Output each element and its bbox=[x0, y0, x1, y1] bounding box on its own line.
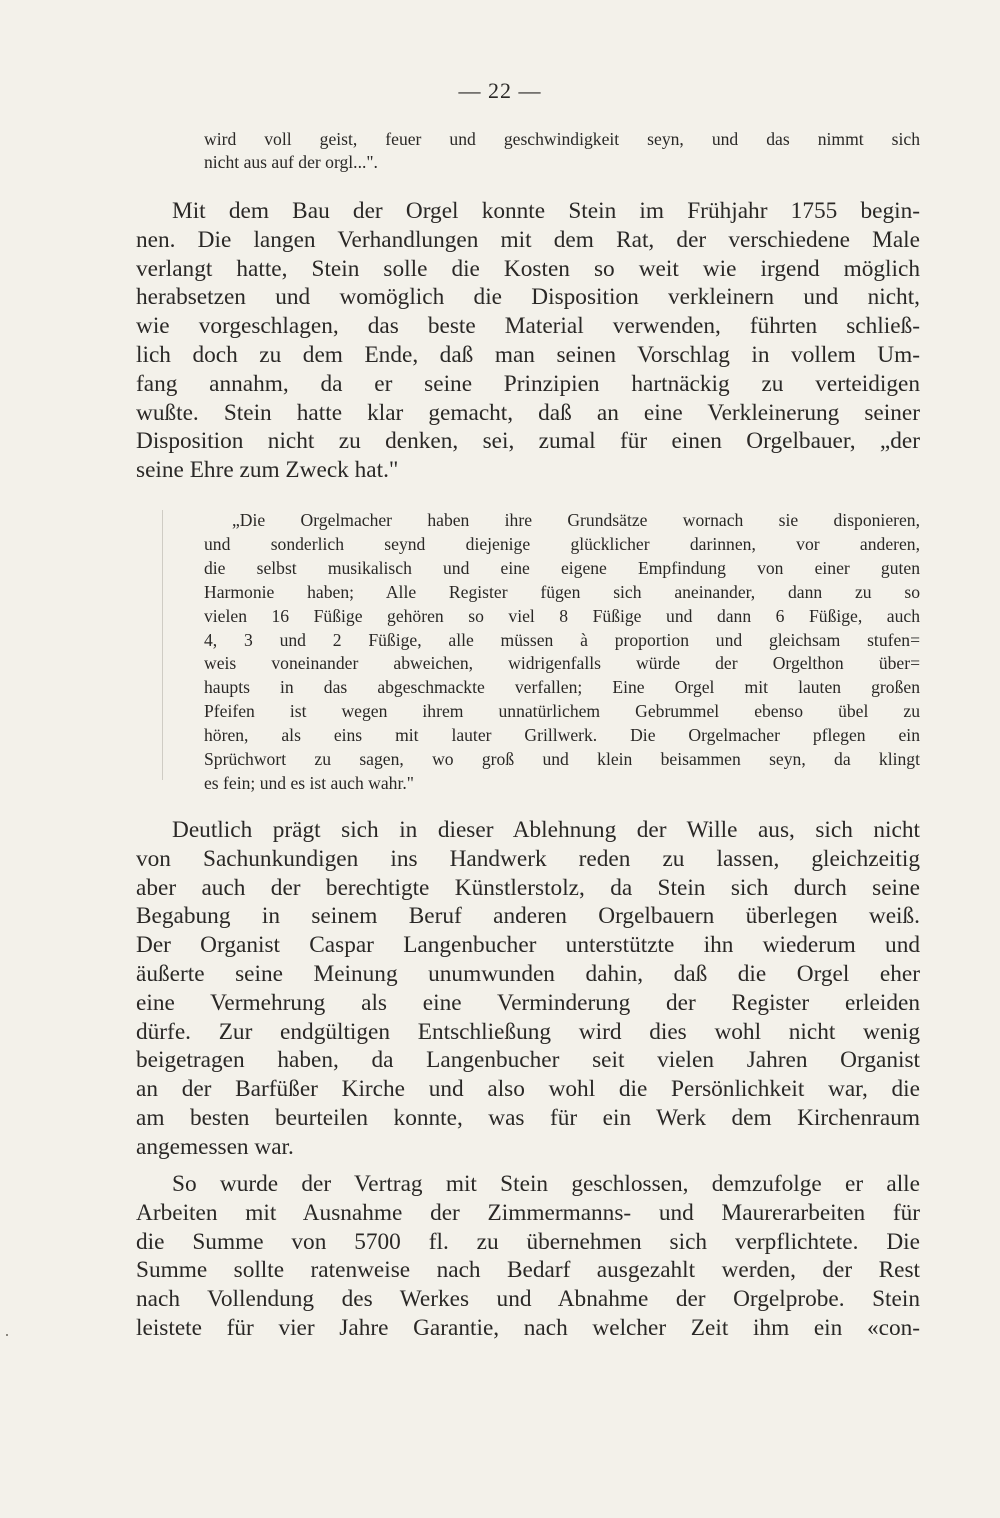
quote-line: und sonderlich seynd diejenige glücklicher darinnen, vor anderen, bbox=[204, 533, 920, 554]
paragraph-line: fang annahm, da er seine Prinzipien hartnäckig zu verteidigen bbox=[136, 370, 920, 397]
quote-line: es fein; und es ist auch wahr." bbox=[204, 772, 414, 793]
paragraph-line: So wurde der Vertrag mit Stein geschlossen, demzufolge er alle bbox=[172, 1171, 920, 1197]
paragraph-line: beigetragen haben, da Langenbucher seit vielen Jahren Organist bbox=[136, 1047, 920, 1074]
paragraph-line: nen. Die langen Verhandlungen mit dem Rat, der verschiedene Male bbox=[136, 226, 920, 253]
quote-line: die selbst musikalisch und eine eigene Empfindung von einer guten bbox=[204, 557, 920, 578]
paragraph-line: Summe sollte ratenweise nach Bedarf ausgezahlt werden, der Rest bbox=[136, 1257, 920, 1284]
paragraph-line: wie vorgeschlagen, das beste Material verwenden, führten schließ- bbox=[136, 313, 920, 340]
paragraph-line: äußerte seine Meinung unumwunden dahin, daß die Orgel eher bbox=[136, 960, 920, 987]
quote-line: 4, 3 und 2 Füßige, alle müssen à proportion und gleichsam stufen= bbox=[204, 629, 920, 650]
scan-speck bbox=[6, 1334, 8, 1336]
paragraph-line: die Summe von 5700 fl. zu übernehmen sich verpflichtete. Die bbox=[136, 1228, 920, 1255]
quote-line: Pfeifen ist wegen ihrem unnatürlichem Gebrummel ebenso übel zu bbox=[204, 701, 920, 722]
paragraph-construction-start bbox=[136, 197, 920, 485]
quote-line: „Die Orgelmacher haben ihre Grundsätze wornach sie disponieren, bbox=[232, 510, 920, 530]
paragraph-line: eine Vermehrung als eine Verminderung der Register erleiden bbox=[136, 989, 920, 1016]
quote-continuation-line: wird voll geist, feuer und geschwindigkeit seyn, und das nimmt sich bbox=[204, 129, 920, 149]
quote-line: vielen 16 Füßige gehören so viel 8 Füßige und dann 6 Füßige, auch bbox=[204, 605, 920, 626]
paragraph-line: am besten beurteilen konnte, was für ein Werk dem Kirchenraum bbox=[136, 1104, 920, 1131]
paragraph-line: lich doch zu dem Ende, daß man seinen Vorschlag in vollem Um- bbox=[136, 341, 920, 368]
quote-continuation-line: nicht aus auf der orgl...". bbox=[204, 152, 378, 172]
quote-continuation bbox=[204, 128, 920, 174]
block-quote bbox=[204, 509, 920, 796]
paragraph-line: Der Organist Caspar Langenbucher unterstützte ihn wiederum und bbox=[136, 932, 920, 959]
paragraph-line: aber auch der berechtigte Künstlerstolz, da Stein sich durch seine bbox=[136, 874, 920, 901]
paragraph-line: Mit dem Bau der Orgel konnte Stein im Frühjahr 1755 begin- bbox=[172, 198, 920, 224]
quote-line: hören, als eins mit lauter Grillwerk. Die Orgelmacher pflegen ein bbox=[204, 725, 920, 746]
page-number: — 22 — bbox=[458, 78, 542, 103]
paragraph-line: von Sachunkundigen ins Handwerk reden zu lassen, gleichzeitig bbox=[136, 845, 920, 872]
paragraph-line: Deutlich prägt sich in dieser Ablehnung der Wille aus, sich nicht bbox=[172, 817, 920, 843]
quote-line: haupts in das abgeschmackte verfallen; Eine Orgel mit lauten großen bbox=[204, 677, 920, 698]
paragraph-line: an der Barfüßer Kirche und also wohl die Persönlichkeit war, die bbox=[136, 1076, 920, 1103]
paragraph-line: verlangt hatte, Stein solle die Kosten so weit wie irgend möglich bbox=[136, 255, 920, 282]
quote-line: weis voneinander abweichen, widrigenfalls würde der Orgelthon über= bbox=[204, 653, 920, 674]
paragraph-rejection bbox=[136, 816, 920, 1162]
paragraph-line: angemessen war. bbox=[136, 1133, 294, 1160]
paragraph-line: nach Vollendung des Werkes und Abnahme der Orgelprobe. Stein bbox=[136, 1286, 920, 1313]
paragraph-line: Disposition nicht zu denken, sei, zumal für einen Orgelbauer, „der bbox=[136, 428, 920, 455]
paragraph-line: herabsetzen und womöglich die Disposition verkleinern und nicht, bbox=[136, 284, 920, 311]
margin-mark bbox=[162, 510, 163, 780]
quote-line: Sprüchwort zu sagen, wo groß und klein beisammen seyn, da klingt bbox=[204, 749, 920, 770]
paragraph-line: Begabung in seinem Beruf anderen Orgelbauern überlegen weiß. bbox=[136, 903, 920, 930]
paragraph-line: leistete für vier Jahre Garantie, nach welcher Zeit ihm ein «con- bbox=[136, 1314, 920, 1341]
paragraph-line: wußte. Stein hatte klar gemacht, daß an eine Verkleinerung seiner bbox=[136, 399, 920, 426]
paragraph-line: dürfe. Zur endgültigen Entschließung wird dies wohl nicht wenig bbox=[136, 1018, 920, 1045]
quote-line: Harmonie haben; Alle Register fügen sich aneinander, dann zu so bbox=[204, 581, 920, 602]
paragraph-line: seine Ehre zum Zweck hat." bbox=[136, 457, 399, 484]
paragraph-contract bbox=[136, 1170, 920, 1343]
paragraph-line: Arbeiten mit Ausnahme der Zimmermanns- und Maurerarbeiten für bbox=[136, 1199, 920, 1226]
